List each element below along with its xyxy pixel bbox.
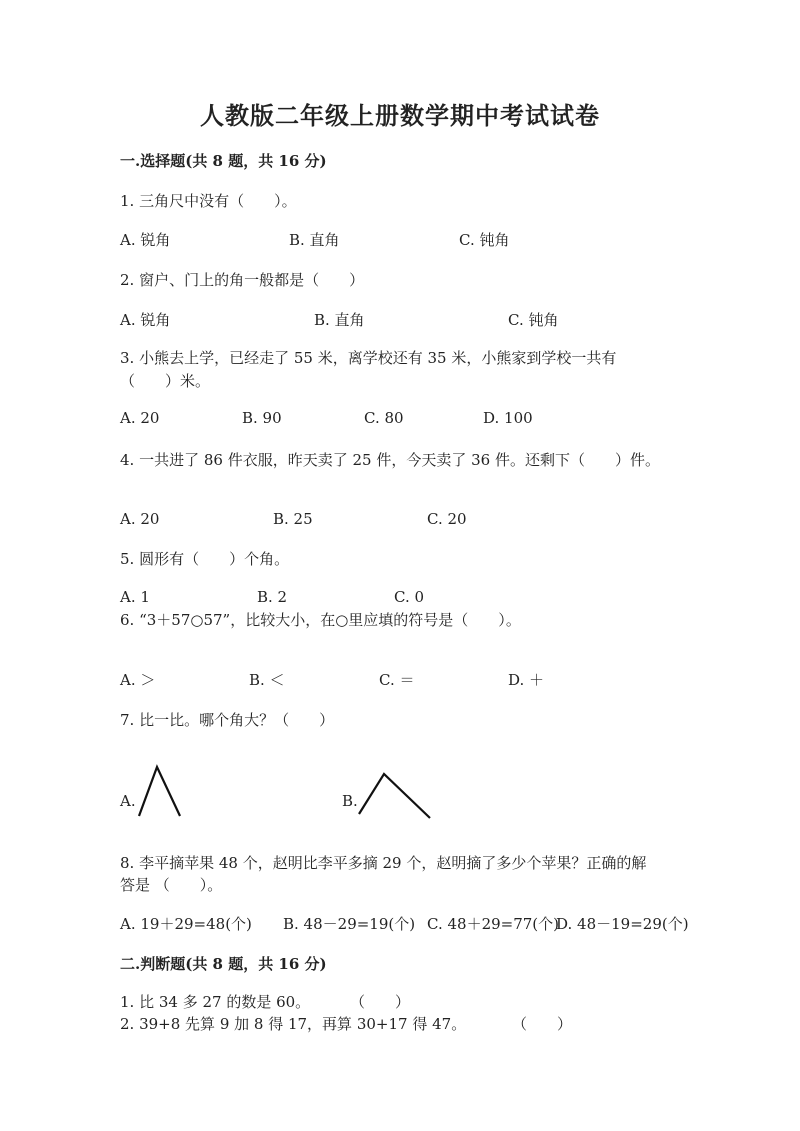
q2-option-c: C. 钝角 <box>508 311 559 329</box>
q6-option-c: C. ＝ <box>379 671 415 689</box>
q4-option-a: A. 20 <box>120 510 160 528</box>
question-6: 6. “3＋57○57”，比较大小，在○里应填的符号是（ ）。 <box>120 611 521 629</box>
q8-option-b: B. 48－29=19(个) <box>283 915 416 933</box>
q8-option-d: D. 48－19=29(个) <box>556 915 689 933</box>
judge-2-blank: （ ） <box>512 1015 573 1033</box>
judge-2: 2. 39+8 先算 9 加 8 得 17，再算 30+17 得 47。 <box>120 1015 467 1033</box>
q6-option-d: D. ＋ <box>508 671 545 689</box>
section-heading-judge: 二.判断题(共 8 题，共 16 分) <box>120 955 327 973</box>
q3-option-d: D. 100 <box>483 409 533 427</box>
q7-option-b: B. <box>342 792 358 810</box>
question-1: 1. 三角尺中没有（ ）。 <box>120 192 297 210</box>
question-5: 5. 圆形有（ ）个角。 <box>120 550 290 568</box>
q5-option-a: A. 1 <box>120 588 150 606</box>
q4-option-b: B. 25 <box>273 510 313 528</box>
q2-option-b: B. 直角 <box>314 311 365 329</box>
q4-option-c: C. 20 <box>427 510 467 528</box>
q1-option-c: C. 钝角 <box>459 231 510 249</box>
q6-option-b: B. ＜ <box>249 671 285 689</box>
angle-a-figure <box>136 764 184 820</box>
q3-option-a: A. 20 <box>120 409 160 427</box>
section-heading-choice: 一.选择题(共 8 题，共 16 分) <box>120 152 327 170</box>
question-8-line2: 答是 （ ）。 <box>120 876 223 894</box>
q1-option-a: A. 锐角 <box>120 231 171 249</box>
q8-option-a: A. 19＋29=48(个) <box>120 915 252 933</box>
page-title: 人教版二年级上册数学期中考试试卷 <box>200 101 600 130</box>
question-3-line1: 3. 小熊去上学，已经走了 55 米，离学校还有 35 米，小熊家到学校一共有 <box>120 349 617 367</box>
q6-option-a: A. ＞ <box>120 671 156 689</box>
question-2: 2. 窗户、门上的角一般都是（ ） <box>120 271 365 289</box>
angle-b-figure <box>356 770 436 820</box>
q2-option-a: A. 锐角 <box>120 311 171 329</box>
q1-option-b: B. 直角 <box>289 231 340 249</box>
question-3-line2: （ ）米。 <box>120 372 211 390</box>
q3-option-b: B. 90 <box>242 409 282 427</box>
question-7: 7. 比一比。哪个角大？（ ） <box>120 711 335 729</box>
q5-option-b: B. 2 <box>257 588 288 606</box>
q5-option-c: C. 0 <box>394 588 425 606</box>
judge-1: 1. 比 34 多 27 的数是 60。 <box>120 993 311 1011</box>
question-4: 4. 一共进了 86 件衣服，昨天卖了 25 件，今天卖了 36 件。还剩下（ ）件。 <box>120 451 660 469</box>
question-8-line1: 8. 李平摘苹果 48 个，赵明比李平多摘 29 个，赵明摘了多少个苹果？正确的解 <box>120 854 647 872</box>
q3-option-c: C. 80 <box>364 409 404 427</box>
judge-1-blank: （ ） <box>350 993 411 1011</box>
q8-option-c: C. 48＋29=77(个) <box>427 915 560 933</box>
q7-option-a: A. <box>120 792 136 810</box>
